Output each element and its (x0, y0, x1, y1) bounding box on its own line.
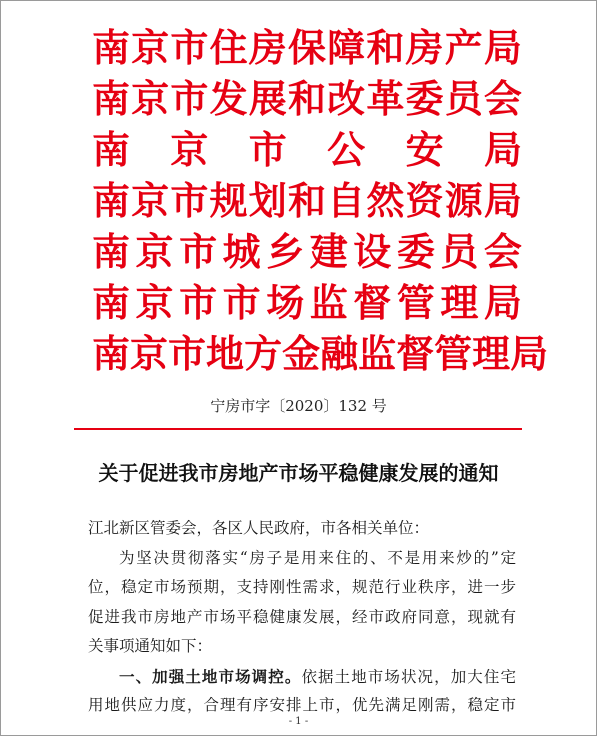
issuer-char: 保 (287, 25, 326, 70)
issuer-char: 金 (282, 331, 321, 376)
issuer-char: 划 (248, 178, 287, 223)
issuer-char: 城 (222, 229, 261, 274)
paragraph-line: 用地供应力度，合理有序安排上市，优先满足刚需，稳定市 (88, 696, 516, 714)
issuer-char: 场 (266, 280, 305, 325)
issuer-char: 南 (92, 25, 131, 70)
issuer-char: 规 (209, 178, 248, 223)
issuer-char: 市 (179, 229, 218, 274)
issuer-char: 方 (244, 331, 283, 376)
issuer-char: 京 (131, 178, 170, 223)
issuer-char: 市 (168, 331, 207, 376)
issuer-line (92, 277, 522, 328)
issuer-char: 督 (396, 331, 435, 376)
issuer-char: 安 (405, 127, 444, 172)
issuer-line (92, 175, 522, 226)
issuer-char: 南 (92, 127, 131, 172)
paragraph-line: 促进我市房地产市场平稳健康发展，经市政府同意，现就有 (88, 607, 516, 626)
issuer-char: 委 (396, 229, 435, 274)
issuer-char: 管 (434, 331, 473, 376)
issuer-char: 房 (405, 25, 444, 70)
issuer-char: 京 (170, 127, 209, 172)
issuer-char: 改 (327, 76, 366, 121)
issuer-char: 京 (135, 280, 174, 325)
issuer-char: 革 (366, 76, 405, 121)
issuer-char: 局 (483, 178, 522, 223)
issuer-char: 理 (472, 331, 511, 376)
document-title: 关于促进我市房地产市场平稳健康发展的通知 (98, 461, 499, 485)
issuer-char: 京 (131, 76, 170, 121)
issuer-char: 局 (483, 25, 522, 70)
issuer-char: 融 (320, 331, 359, 376)
paragraph-line: 关事项通知如下： (88, 637, 213, 655)
issuer-char: 和 (287, 178, 326, 223)
issuer-char: 京 (131, 25, 170, 70)
issuer-char: 资 (405, 178, 444, 223)
issuer-char: 和 (366, 25, 405, 70)
document-number: 宁房市字〔2020〕132 号 (210, 397, 387, 415)
section-1-text: 依据土地市场状况，加大住宅 (301, 667, 516, 686)
issuer-char: 和 (287, 76, 326, 121)
issuer-char: 市 (170, 76, 209, 121)
issuer-char: 局 (510, 331, 549, 376)
issuer-char: 监 (358, 331, 397, 376)
issuer-char: 发 (209, 76, 248, 121)
issuer-char: 障 (327, 25, 366, 70)
issuer-char: 市 (222, 280, 261, 325)
red-separator-line (74, 428, 522, 430)
issuer-char: 市 (179, 280, 218, 325)
salutation: 江北新区管委会，各区人民政府，市各相关单位： (88, 519, 430, 537)
issuer-char: 地 (206, 331, 245, 376)
issuer-char: 南 (92, 229, 131, 274)
issuer-line (92, 328, 549, 379)
page-number: - 1 - (288, 716, 309, 727)
issuer-char: 局 (483, 127, 522, 172)
issuer-char: 会 (483, 76, 522, 121)
issuer-char: 乡 (266, 229, 305, 274)
issuer-line (92, 73, 522, 124)
issuer-char: 京 (130, 331, 169, 376)
issuer-char: 监 (309, 280, 348, 325)
issuer-char: 南 (92, 280, 131, 325)
section-1-heading: 一、加强土地市场调控。 (119, 666, 302, 686)
paragraph-line: 位，稳定市场预期，支持刚性需求，规范行业秩序，进一步 (88, 578, 516, 596)
issuer-char: 建 (309, 229, 348, 274)
issuer-char: 房 (248, 25, 287, 70)
paragraph-line: 为坚决贯彻落实“房子是用来住的、不是用来炒的”定 (119, 548, 516, 567)
issuer-char: 员 (444, 76, 483, 121)
issuer-char: 设 (353, 229, 392, 274)
issuing-agencies-header (92, 22, 549, 379)
issuer-char: 局 (483, 280, 522, 325)
issuer-char: 会 (483, 229, 522, 274)
issuer-line (92, 226, 522, 277)
issuer-char: 督 (353, 280, 392, 325)
section-1-first-line (88, 662, 516, 692)
issuer-char: 市 (248, 127, 287, 172)
issuer-char: 市 (170, 178, 209, 223)
issuer-char: 委 (405, 76, 444, 121)
issuer-line (92, 124, 522, 175)
issuer-line (92, 22, 522, 73)
issuer-char: 住 (209, 25, 248, 70)
issuer-char: 京 (135, 229, 174, 274)
issuer-char: 员 (440, 229, 479, 274)
issuer-char: 展 (248, 76, 287, 121)
issuer-char: 市 (170, 25, 209, 70)
issuer-char: 南 (92, 331, 131, 376)
issuer-char: 理 (440, 280, 479, 325)
issuer-char: 南 (92, 178, 131, 223)
issuer-char: 公 (327, 127, 366, 172)
issuer-char: 自 (327, 178, 366, 223)
document-body (88, 514, 516, 721)
issuer-char: 南 (92, 76, 131, 121)
issuer-char: 源 (444, 178, 483, 223)
issuer-char: 产 (444, 25, 483, 70)
issuer-char: 然 (366, 178, 405, 223)
issuer-char: 管 (396, 280, 435, 325)
